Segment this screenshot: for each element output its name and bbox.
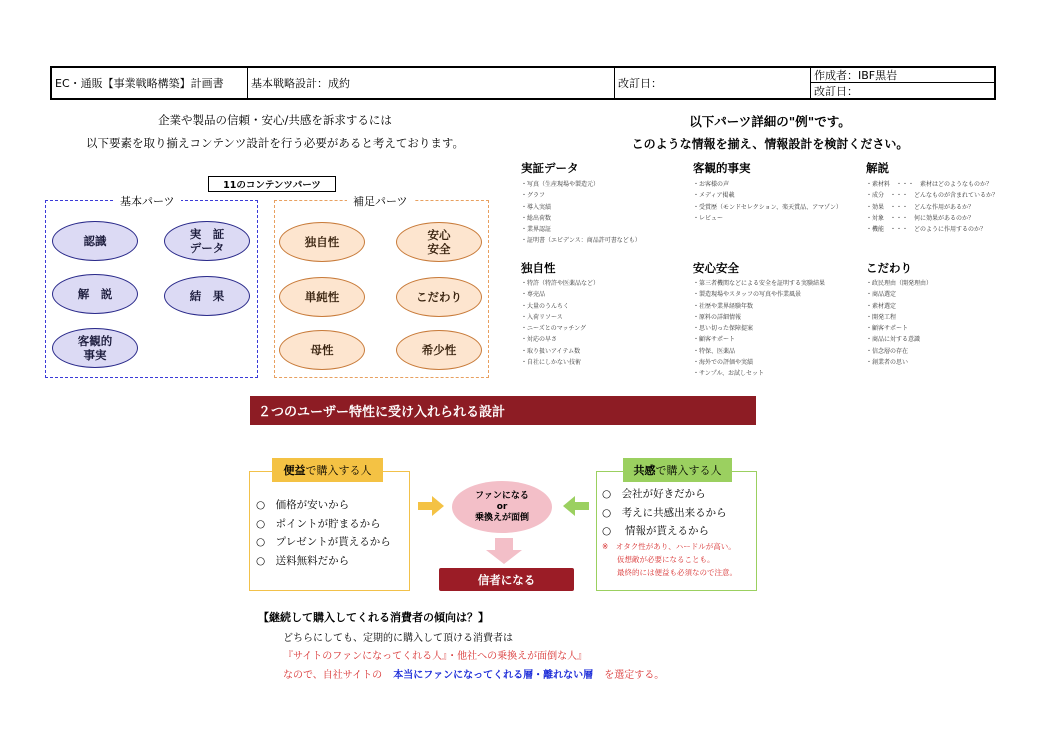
part-explanation: 解 説 (52, 274, 138, 314)
doc-title: EC・通販【事業戦略構築】計画書 (52, 68, 248, 98)
conclusion-line-3-post: を選定する。 (604, 670, 665, 681)
category-item: ・レビュー (693, 214, 724, 222)
category-item: ・社歴や業界経験年数 (693, 302, 754, 310)
result-believer: 信者になる (439, 568, 574, 591)
category-item: ・原料の詳細情報 (693, 313, 742, 321)
empathy-notes (602, 540, 737, 579)
parts-title: 11のコンテンツパーツ (208, 176, 336, 192)
category-items (693, 278, 825, 380)
basic-parts-label: 基本パーツ (114, 193, 181, 209)
category-item: ・ニーズとのマッチング (521, 325, 587, 333)
benefit-reason: ○ 送料無料だから (256, 554, 350, 567)
category-title: 独自性 (521, 261, 556, 275)
conclusion-line-2: 『サイトのファンになってくれる人』・他社への乗換えが面倒な人』 (283, 651, 588, 662)
category-item: ・お客様の声 (693, 181, 730, 188)
category-item: ・特保、医薬品 (693, 347, 736, 355)
conclusion-line-3-pre: なので、自社サイトの (283, 670, 383, 681)
empathy-reasons (602, 485, 727, 541)
revised-date: 改訂日： (615, 68, 811, 98)
intro-line-1: 企業や製品の信頼・安心/共感を訴求するには (158, 113, 392, 127)
part-commitment: こだわり (396, 277, 482, 317)
supplement-parts-label: 補足パーツ (347, 193, 414, 209)
category-item: ・写真（生産現場や製造元） (521, 181, 600, 188)
oval-line-2: or (496, 501, 508, 512)
category-item: ・自社にしかない技術 (521, 359, 582, 367)
category-item: ・開発工程 (866, 313, 897, 321)
empathy-note: ※ オタク性があり、ハードルが高い。 (602, 542, 736, 551)
revised-date-2: 改訂日： (814, 84, 858, 98)
category-items (693, 179, 842, 224)
category-item: ・第三者機関などによる安全を証明する実験結果 (693, 280, 826, 287)
category-item: ・機能 ・・・ どのように作用するのか？ (866, 226, 987, 234)
benefit-tag-rest: で購入する人 (305, 464, 372, 477)
benefit-reason: ○ ポイントが貯まるから (256, 517, 381, 530)
empathy-note: 最終的には便益も必須なので注意。 (602, 568, 737, 577)
examples-heading: 以下パーツ詳細の"例"です。 (689, 114, 851, 129)
category-item: ・大量のうんちく (521, 302, 570, 310)
category-item: ・素材料 ・・・ 素材はどのようなものか？ (866, 181, 993, 188)
benefit-reason: ○ 価格が安いから (256, 499, 350, 511)
category-item: ・顧客サポート (693, 336, 736, 344)
section-title: 基本戦略設計：成約 (248, 68, 615, 98)
oval-line-1: ファンになる (475, 490, 529, 501)
category-item: ・受賞歴（モンドセレクション、楽天賞品、アマゾン） (693, 203, 842, 211)
down-arrow-icon (486, 538, 522, 564)
benefit-reason: ○ プレゼントが貰えるから (256, 536, 391, 548)
empathy-reason: ○ 考えに共感出来るから (602, 506, 727, 519)
benefit-reasons (256, 496, 391, 570)
category-item: ・取り扱いアイテム数 (521, 347, 581, 355)
conclusion-title: 【継続して購入してくれる消費者の傾向は？】 (258, 611, 489, 624)
category-item: ・対象 ・・・ 何に効果があるのか？ (866, 214, 975, 222)
category-title: こだわり (866, 261, 912, 275)
part-simplicity: 単純性 (279, 277, 365, 317)
conclusion-line-3-highlight: 本当にファンになってくれる層・離れない層 (393, 670, 594, 681)
part-result: 結 果 (164, 276, 250, 316)
oval-line-3: 乗換えが面倒 (474, 512, 529, 523)
author-block (811, 68, 994, 98)
header-table (50, 66, 996, 100)
category-item: ・総出荷数 (521, 214, 552, 222)
category-item: ・対応の早さ (521, 336, 558, 344)
category-item: ・製造現場やスタッフの写真や作業風景 (693, 291, 802, 299)
category-item: ・創業者の思い (866, 359, 909, 367)
author-name: 作成者：IBF黒岩 (811, 68, 994, 83)
category-item: ・業界認証 (521, 226, 552, 234)
part-safety: 安心 安全 (396, 222, 482, 262)
category-item: ・導入実績 (521, 203, 552, 211)
category-item: ・信念層の存在 (866, 347, 909, 355)
category-title: 客観的事実 (693, 161, 751, 175)
category-item: ・素材選定 (866, 302, 897, 310)
empathy-note: 仮想敵が必要になることも。 (602, 555, 715, 564)
category-title: 解説 (866, 161, 889, 175)
category-item: ・効果 ・・・ どんな作用があるか？ (866, 203, 975, 211)
right-arrow-icon (418, 496, 444, 516)
category-item: ・商品に対する意識 (866, 336, 921, 344)
category-item: ・特許（特許や医薬品など） (521, 280, 600, 287)
benefit-tag-strong: 便益 (283, 464, 306, 477)
empathy-tag (623, 458, 732, 482)
category-items (866, 278, 932, 368)
part-originality: 独自性 (279, 222, 365, 262)
part-motherhood: 母性 (279, 330, 365, 370)
category-item: ・成分 ・・・ どんなものが含まれているか？ (866, 192, 999, 200)
empathy-tag-rest: で購入する人 (655, 464, 722, 477)
left-arrow-icon (563, 496, 589, 516)
part-evidence-data: 実 証 データ (164, 221, 250, 261)
examples-subheading: このような情報を揃え、情報設計を検討ください。 (631, 137, 909, 151)
empathy-tag-strong: 共感 (633, 464, 656, 477)
category-items (866, 179, 998, 235)
category-item: ・思い切った保障提案 (693, 325, 754, 333)
category-item: ・入荷リソース (521, 313, 563, 321)
category-items (521, 179, 641, 247)
category-item: ・専売品 (521, 291, 546, 299)
category-item: ・海外での評価や実績 (693, 359, 754, 367)
empathy-reason: ○ 情報が貰えるから (602, 525, 709, 537)
category-item: ・顧客サポート (866, 325, 909, 333)
category-item: ・証明書（エビデンス：商品許可書なども） (521, 237, 641, 245)
category-items (521, 278, 599, 368)
intro-line-2: 以下要素を取り揃えコンテンツ設計を行う必要があると考えております。 (85, 136, 464, 150)
fan-or-switch-oval (452, 481, 552, 533)
benefit-tag (272, 458, 383, 482)
category-item: ・サンプル、お試しセット (693, 370, 764, 378)
empathy-reason: ○ 会社が好きだから (602, 488, 706, 500)
part-recognition: 認識 (52, 221, 138, 261)
conclusion-line-1: どちらにしても、定期的に購入して頂ける消費者は (283, 633, 513, 644)
category-item: ・グラフ (521, 192, 546, 200)
part-objective-fact: 客観的 事実 (52, 328, 138, 368)
category-item: ・メディア掲載 (693, 192, 735, 200)
category-title: 実証データ (521, 161, 579, 175)
section-banner: ２つのユーザー特性に受け入れられる設計 (250, 396, 756, 425)
category-item: ・商品選定 (866, 291, 897, 299)
category-title: 安心安全 (693, 261, 739, 275)
conclusion-line-3 (283, 666, 664, 681)
category-item: ・政民理由（開発理由） (866, 280, 933, 287)
part-rarity: 希少性 (396, 330, 482, 370)
